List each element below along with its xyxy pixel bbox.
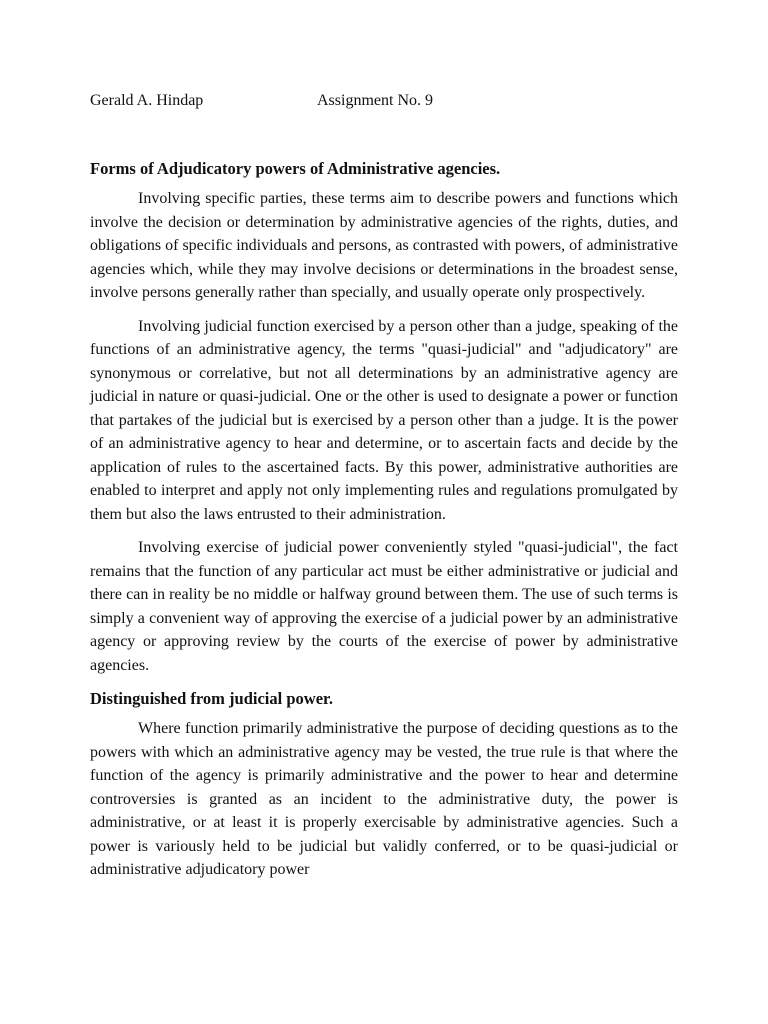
document-header bbox=[90, 89, 678, 113]
section-distinguished-from-judicial-power bbox=[90, 687, 678, 882]
section-heading: Distinguished from judicial power. bbox=[90, 689, 333, 708]
section-heading: Forms of Adjudicatory powers of Administrative agencies. bbox=[90, 159, 501, 178]
paragraph: Involving specific parties, these terms aim to describe powers and functions which involve the decision or determination by administrative agencies of the rights, duties, and obligations of specific individuals and persons, as contrasted with powers, of administrative agencies which, while they may involve decisions or determinations in the broadest sense, involve persons generally rather than specially, and usually operate only prospectively. bbox=[90, 190, 678, 301]
paragraph: Involving judicial function exercised by a person other than a judge, speaking of the functions of an administrative agency, the terms "quasi-judicial" and "adjudicatory" are synonymous or correlative, but not all determinations by an administrative agency are judicial in nature or quasi-judicial. One or the other is used to designate a power or function that partakes of the judicial but is exercised by a person other than a judge. It is the power of an administrative agency to hear and determine, or to ascertain facts and decide by the application of rules to the ascertained facts. By this power, administrative authorities are enabled to interpret and apply not only implementing rules and regulations promulgated by them but also the laws entrusted to their administration. bbox=[90, 317, 678, 523]
paragraph: Where function primarily administrative the purpose of deciding questions as to the powers with which an administrative agency may be vested, the true rule is that where the function of the agency is primarily administrative and the power to hear and determine controversies is granted as an incident to the administrative duty, the power is administrative, or at least it is properly exercisable by administrative agencies. Such a power is variously held to be judicial but validly conferred, or to be quasi-judicial or administrative adjudicatory power bbox=[90, 720, 678, 878]
assignment-number: Assignment No. 9 bbox=[317, 92, 433, 109]
document-body bbox=[90, 157, 678, 892]
author-name: Gerald A. Hindap bbox=[90, 92, 204, 109]
paragraph: Involving exercise of judicial power conveniently styled "quasi-judicial", the fact remains that the function of any particular act must be either administrative or judicial and there can in reality be no middle or halfway ground between them. The use of such terms is simply a convenient way of approving the exercise of a judicial power by an administrative agency or approving review by the courts of the exercise of power by administrative agencies. bbox=[90, 539, 678, 674]
section-adjudicatory-powers bbox=[90, 157, 678, 677]
